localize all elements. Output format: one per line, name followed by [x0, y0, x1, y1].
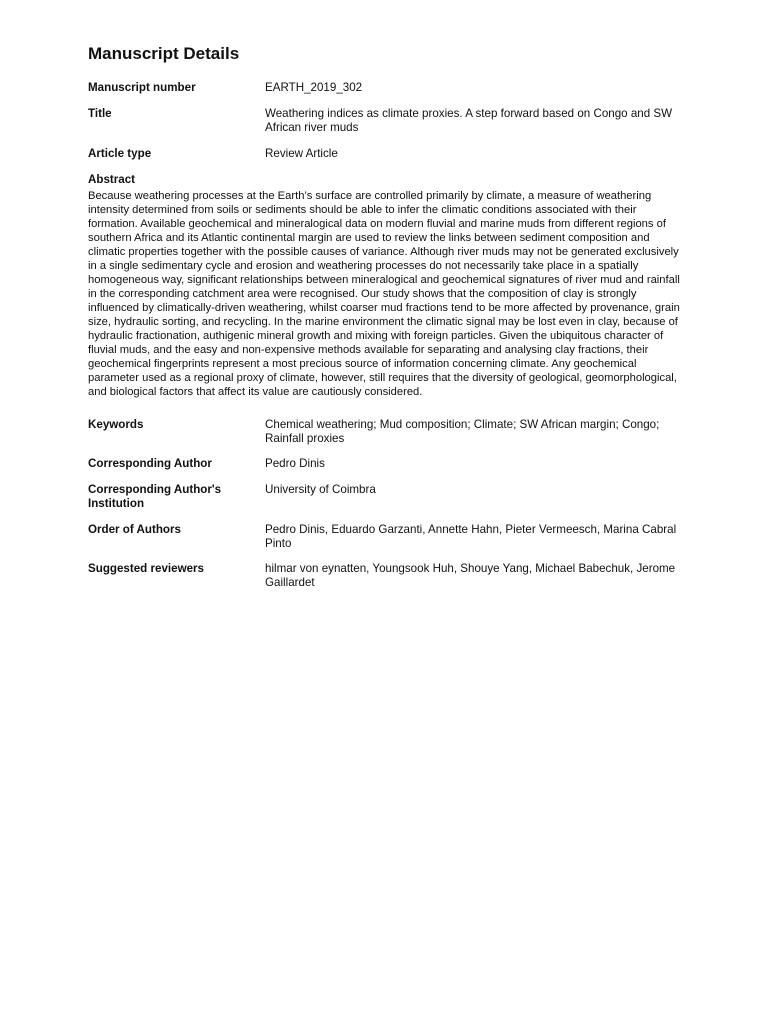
institution-label: Corresponding Author's Institution: [88, 483, 222, 510]
keywords-label: Keywords: [88, 418, 144, 431]
abstract-heading: Abstract: [88, 173, 136, 186]
title-label: Title: [88, 107, 112, 120]
detail-row-institution: [88, 483, 680, 511]
corresponding-author-label: Corresponding Author: [88, 457, 212, 470]
detail-row-order-of-authors: [88, 523, 680, 551]
article-type-label: Article type: [88, 147, 152, 160]
suggested-reviewers-value: hilmar von eynatten, Youngsook Huh, Shouye Yang, Michael Babechuk, Jerome Gaillardet: [265, 562, 676, 589]
detail-row-manuscript-number: [88, 81, 680, 95]
suggested-reviewers-label: Suggested reviewers: [88, 562, 204, 575]
manuscript-details-page: [88, 44, 680, 590]
abstract-text: Because weathering processes at the Earth’s surface are controlled primarily by climate, a measure of weathering intensity determined from soils or sediments should be able to infer the climatic conditions associated with their formation. Available geochemical and mineralogical data on modern fluvial and marine muds from different regions of southern Africa and its Atlantic continental margin are used to review the links between sediment composition and climatic properties together with the possible causes of variance. Although river muds may not be generated exclusively in a single sedimentary cycle and erosion and weathering processes do not necessarily take place in a spatially homogeneous way, significant relationships between mineralogical and geochemical signatures of river mud and rainfall in the corresponding catchment area were recognised. Our study shows that the composition of clay is strongly influenced by climatically-driven weathering, whilst coarser mud fractions tend to be more affected by provenance, grain size, hydraulic sorting, and recycling. In the marine environment the climatic signal may be lost even in clay, because of hydraulic fractionation, authigenic mineral growth and mixing with foreign particles. Given the ubiquitous character of fluvial muds, and the easy and non-expensive methods available for separating and analysing clay fractions, their geochemical fingerprints represent a most precious source of information concerning climate. Any geochemical parameter used as a regional proxy of climate, however, still requires that the diversity of geological, geomorphological, and biological factors that affect its value are cautiously considered.: [88, 190, 680, 398]
detail-row-keywords: [88, 418, 680, 446]
order-of-authors-label: Order of Authors: [88, 523, 181, 536]
order-of-authors-value: Pedro Dinis, Eduardo Garzanti, Annette Hahn, Pieter Vermeesch, Marina Cabral Pinto: [265, 523, 677, 550]
detail-row-article-type: [88, 147, 680, 161]
detail-row-suggested-reviewers: [88, 562, 680, 590]
article-type-value: Review Article: [265, 147, 338, 160]
keywords-value: Chemical weathering; Mud composition; Climate; SW African margin; Congo; Rainfall proxies: [265, 418, 660, 445]
manuscript-number-label: Manuscript number: [88, 81, 196, 94]
page-title: Manuscript Details: [88, 44, 240, 63]
detail-row-corresponding-author: [88, 457, 680, 471]
abstract-section: [88, 173, 680, 399]
manuscript-number-value: EARTH_2019_302: [265, 81, 363, 94]
corresponding-author-value: Pedro Dinis: [265, 457, 325, 470]
institution-value: University of Coimbra: [265, 483, 376, 496]
detail-row-title: [88, 107, 680, 135]
title-value: Weathering indices as climate proxies. A step forward based on Congo and SW African river muds: [265, 107, 673, 134]
